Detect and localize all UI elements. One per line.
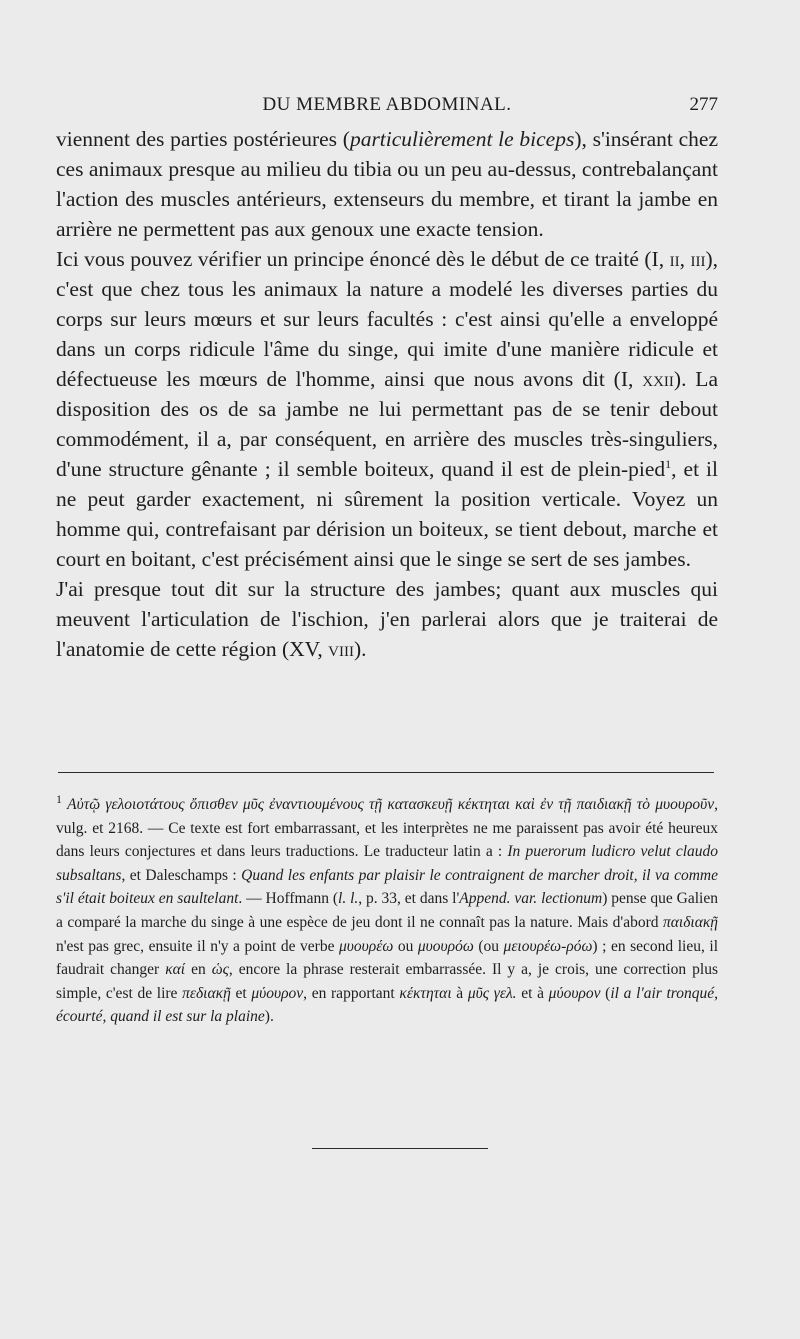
- text-run: ), s'insérant chez ces animaux presque au milieu du tibia ou un peu au-dessus, contrebalançant l'action des muscles antérieurs, extenseurs du membre, et tirant la jambe en arrière ne permettent pas aux genoux une exacte tension.: [56, 127, 718, 241]
- text-run: . — Hoffmann (: [238, 890, 339, 908]
- italic-run: In puerorum ludicro velut claudo subsaltans: [56, 843, 719, 884]
- greek-text: μύουρον: [251, 984, 304, 1002]
- greek-text: μύουρον: [548, 984, 601, 1002]
- footnote: [56, 793, 718, 1029]
- italic-run: Quand les enfants par plaisir le contraignent de marcher droit, il va comme s'il était boiteux en saultelant: [56, 866, 718, 908]
- roman-numeral: ii: [669, 247, 680, 271]
- text-run: ) ; en second lieu, il faudrait changer: [56, 937, 719, 979]
- text-run: J'ai presque tout dit sur la structure des jambes; quant aux muscles qui meuvent l'articulation de l'ischion, j'en parlerai alors que je traiterai de l'anatomie de cette région (XV,: [56, 577, 718, 661]
- text-run: et à: [516, 984, 549, 1002]
- paragraph-1: [56, 124, 718, 244]
- text-run: n'est pas grec, ensuite il n'y a point de verbe: [56, 937, 340, 955]
- italic-run: l. l.: [338, 890, 359, 908]
- italic-run: il a l'air tronqué, écourté, quand il est sur la plaine: [56, 984, 718, 1026]
- greek-text: ὡς: [211, 961, 229, 979]
- text-run: , p. 33, et dans l': [358, 890, 460, 908]
- greek-text: μειουρέω-ρόω: [503, 937, 593, 955]
- text-run: , et Daleschamps :: [121, 866, 242, 884]
- text-run: ).: [353, 637, 367, 661]
- greek-text: κέκτηται: [399, 984, 452, 1002]
- text-run: ,: [679, 247, 691, 271]
- text-run: , vulg. et 2168. — Ce texte est fort embarrassant, et les interprètes ne me paraissent pas avoir été heureux dans leurs conjectures et dans leurs traductions. Le traducteur latin a :: [56, 796, 719, 861]
- text-run: , encore la phrase resterait embarrassée. Il y a, je crois, une correction plus simple, c'est de lire: [56, 961, 719, 1002]
- greek-text: Αὐτῷ γελοιοτάτους ὄπισθεν μῦς ἐναντιουμένους τῇ κατασκευῇ κέκτηται καὶ ἐν τῇ παιδιακῇ τὸ μυουροῦν: [67, 796, 715, 813]
- italic-run: particulièrement le biceps: [349, 127, 575, 151]
- footnote-ref[interactable]: 1: [665, 456, 672, 471]
- greek-text: μυουρόω: [417, 937, 474, 955]
- text-run: en: [185, 961, 212, 979]
- main-text: [56, 124, 718, 664]
- text-run: ).: [264, 1008, 274, 1026]
- greek-text: πεδιακῇ: [182, 984, 231, 1002]
- paragraph-2: [56, 244, 718, 574]
- roman-numeral: xxii: [642, 367, 674, 391]
- footnote-marker: 1: [56, 791, 62, 806]
- text-run: , et il ne peut garder exactement, ni sûrement la position verticale. Voyez un homme qui, contrefaisant par dérision un boiteux, se tient debout, marche et court en boitant, c'est précisément ainsi que le singe se sert de ses jambes.: [56, 457, 718, 571]
- page-number: 277: [689, 94, 718, 115]
- text-run: (: [600, 984, 611, 1002]
- greek-text: καί: [165, 961, 186, 979]
- text-run: ), c'est que chez tous les animaux la nature a modelé les diverses parties du corps sur leurs mœurs et sur leurs facultés : c'est ainsi qu'elle a enveloppé dans un corps ridicule l'âme du singe, qui imite d'une manière ridicule et défectueuse les mœurs de l'homme, ainsi que nous avons dit (I,: [56, 247, 719, 391]
- text-run: viennent des parties postérieures (: [56, 127, 350, 151]
- greek-text: παιδιακῇ: [663, 913, 718, 931]
- roman-numeral: viii: [328, 637, 354, 661]
- text-run: ) pense que Galien a comparé la marche du singe à une espèce de jeu dont il ne connaît pas la nature. Mais d'abord: [56, 890, 718, 931]
- greek-text: μυουρέω: [339, 937, 394, 955]
- footnote-paragraph: [56, 793, 718, 1029]
- text-run: et: [230, 984, 252, 1002]
- running-head: DU MEMBRE ABDOMINAL.: [262, 94, 512, 115]
- italic-run: Append. var. lectionum: [459, 890, 603, 908]
- roman-numeral: iii: [690, 247, 706, 271]
- text-run: Ici vous pouvez vérifier un principe énoncé dès le début de ce traité (I,: [56, 247, 670, 271]
- text-run: ou: [393, 937, 418, 955]
- page-header: [56, 92, 718, 118]
- end-rule: [312, 1148, 488, 1149]
- greek-text: μῦς γελ.: [467, 984, 517, 1002]
- text-run: ). La disposition des os de sa jambe ne lui permettant pas de se tenir debout commodément, il a, par conséquent, en arrière des muscles très-singuliers, d'une structure gênante ; il semble boiteux, quand il est de plein-pied: [56, 367, 718, 481]
- text-run: (ou: [473, 937, 504, 955]
- text-run: à: [451, 984, 468, 1002]
- paragraph-3: [56, 574, 718, 664]
- footnote-separator: [58, 772, 714, 773]
- text-run: , en rapportant: [303, 984, 400, 1002]
